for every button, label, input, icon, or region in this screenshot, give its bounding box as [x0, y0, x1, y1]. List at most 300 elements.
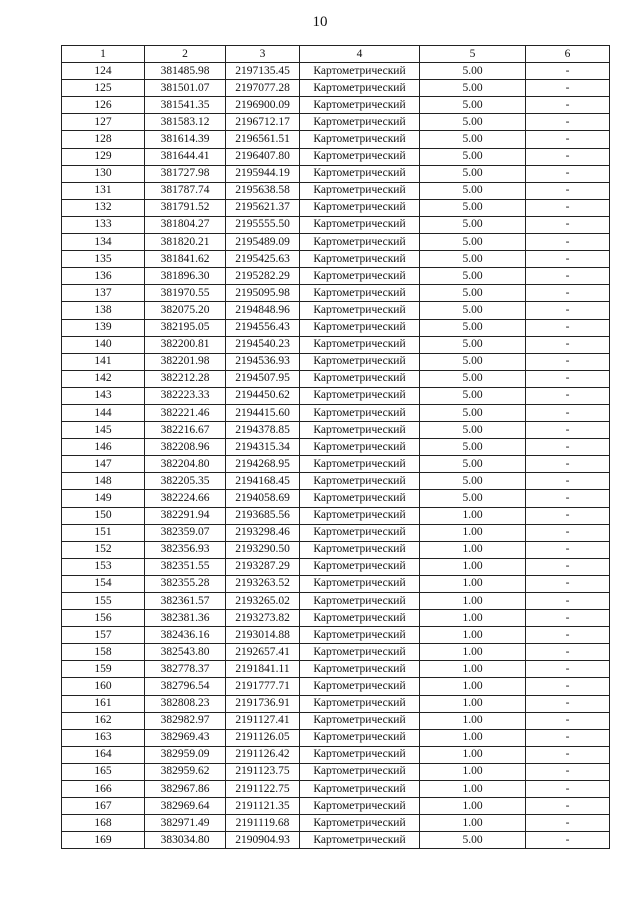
description-cell: - — [526, 473, 610, 490]
description-cell: - — [526, 387, 610, 404]
header-col-6: 6 — [526, 46, 610, 63]
y-coordinate-cell: 2196900.09 — [226, 97, 300, 114]
accuracy-cell: 5.00 — [420, 404, 526, 421]
description-cell: - — [526, 302, 610, 319]
table-header-row — [62, 46, 610, 63]
method-cell: Картометрический — [300, 439, 420, 456]
x-coordinate-cell: 382216.67 — [145, 422, 226, 439]
description-cell: - — [526, 422, 610, 439]
accuracy-cell: 1.00 — [420, 644, 526, 661]
y-coordinate-cell: 2195621.37 — [226, 199, 300, 216]
point-number-cell: 147 — [62, 456, 145, 473]
point-number-cell: 165 — [62, 763, 145, 780]
point-number-cell: 134 — [62, 234, 145, 251]
x-coordinate-cell: 382959.09 — [145, 746, 226, 763]
point-number-cell: 129 — [62, 148, 145, 165]
description-cell: - — [526, 80, 610, 97]
header-col-2: 2 — [145, 46, 226, 63]
accuracy-cell: 5.00 — [420, 97, 526, 114]
accuracy-cell: 1.00 — [420, 558, 526, 575]
accuracy-cell: 1.00 — [420, 678, 526, 695]
point-number-cell: 140 — [62, 336, 145, 353]
accuracy-cell: 5.00 — [420, 148, 526, 165]
accuracy-cell: 5.00 — [420, 353, 526, 370]
method-cell: Картометрический — [300, 661, 420, 678]
description-cell: - — [526, 729, 610, 746]
accuracy-cell: 1.00 — [420, 729, 526, 746]
x-coordinate-cell: 382291.94 — [145, 507, 226, 524]
method-cell: Картометрический — [300, 644, 420, 661]
accuracy-cell: 5.00 — [420, 285, 526, 302]
y-coordinate-cell: 2194315.34 — [226, 439, 300, 456]
description-cell: - — [526, 593, 610, 610]
accuracy-cell: 5.00 — [420, 302, 526, 319]
y-coordinate-cell: 2194507.95 — [226, 370, 300, 387]
y-coordinate-cell: 2195555.50 — [226, 216, 300, 233]
y-coordinate-cell: 2193265.02 — [226, 593, 300, 610]
table-row — [62, 422, 610, 439]
page-number: 10 — [312, 14, 328, 30]
method-cell: Картометрический — [300, 216, 420, 233]
y-coordinate-cell: 2194378.85 — [226, 422, 300, 439]
table-row — [62, 251, 610, 268]
y-coordinate-cell: 2197135.45 — [226, 63, 300, 80]
method-cell: Картометрический — [300, 353, 420, 370]
point-number-cell: 168 — [62, 815, 145, 832]
table-row — [62, 370, 610, 387]
method-cell: Картометрический — [300, 251, 420, 268]
description-cell: - — [526, 798, 610, 815]
y-coordinate-cell: 2195425.63 — [226, 251, 300, 268]
method-cell: Картометрический — [300, 370, 420, 387]
y-coordinate-cell: 2197077.28 — [226, 80, 300, 97]
x-coordinate-cell: 382212.28 — [145, 370, 226, 387]
point-number-cell: 157 — [62, 627, 145, 644]
y-coordinate-cell: 2191127.41 — [226, 712, 300, 729]
point-number-cell: 167 — [62, 798, 145, 815]
point-number-cell: 130 — [62, 165, 145, 182]
x-coordinate-cell: 382778.37 — [145, 661, 226, 678]
description-cell: - — [526, 541, 610, 558]
table-row — [62, 610, 610, 627]
table-row — [62, 832, 610, 849]
y-coordinate-cell: 2194058.69 — [226, 490, 300, 507]
point-number-cell: 135 — [62, 251, 145, 268]
x-coordinate-cell: 381485.98 — [145, 63, 226, 80]
y-coordinate-cell: 2195095.98 — [226, 285, 300, 302]
table-row — [62, 387, 610, 404]
accuracy-cell: 5.00 — [420, 131, 526, 148]
description-cell: - — [526, 97, 610, 114]
description-cell: - — [526, 353, 610, 370]
y-coordinate-cell: 2193273.82 — [226, 610, 300, 627]
table-row — [62, 302, 610, 319]
x-coordinate-cell: 382969.64 — [145, 798, 226, 815]
accuracy-cell: 5.00 — [420, 63, 526, 80]
accuracy-cell: 5.00 — [420, 387, 526, 404]
x-coordinate-cell: 382967.86 — [145, 781, 226, 798]
table-row — [62, 781, 610, 798]
y-coordinate-cell: 2194450.62 — [226, 387, 300, 404]
table-row — [62, 593, 610, 610]
table-body — [62, 63, 610, 849]
header-col-3: 3 — [226, 46, 300, 63]
table-row — [62, 712, 610, 729]
point-number-cell: 166 — [62, 781, 145, 798]
accuracy-cell: 1.00 — [420, 507, 526, 524]
y-coordinate-cell: 2194415.60 — [226, 404, 300, 421]
accuracy-cell: 5.00 — [420, 199, 526, 216]
accuracy-cell: 1.00 — [420, 661, 526, 678]
point-number-cell: 151 — [62, 524, 145, 541]
description-cell: - — [526, 63, 610, 80]
method-cell: Картометрический — [300, 490, 420, 507]
accuracy-cell: 5.00 — [420, 80, 526, 97]
y-coordinate-cell: 2191126.42 — [226, 746, 300, 763]
point-number-cell: 158 — [62, 644, 145, 661]
method-cell: Картометрический — [300, 541, 420, 558]
accuracy-cell: 5.00 — [420, 319, 526, 336]
x-coordinate-cell: 382381.36 — [145, 610, 226, 627]
x-coordinate-cell: 382223.33 — [145, 387, 226, 404]
accuracy-cell: 5.00 — [420, 456, 526, 473]
y-coordinate-cell: 2194848.96 — [226, 302, 300, 319]
table-row — [62, 541, 610, 558]
point-number-cell: 159 — [62, 661, 145, 678]
table-row — [62, 524, 610, 541]
point-number-cell: 153 — [62, 558, 145, 575]
accuracy-cell: 1.00 — [420, 798, 526, 815]
y-coordinate-cell: 2191121.35 — [226, 798, 300, 815]
table-row — [62, 234, 610, 251]
table-row — [62, 798, 610, 815]
description-cell: - — [526, 439, 610, 456]
accuracy-cell: 1.00 — [420, 541, 526, 558]
accuracy-cell: 5.00 — [420, 182, 526, 199]
method-cell: Картометрический — [300, 165, 420, 182]
x-coordinate-cell: 381727.98 — [145, 165, 226, 182]
accuracy-cell: 5.00 — [420, 490, 526, 507]
method-cell: Картометрический — [300, 815, 420, 832]
table-row — [62, 439, 610, 456]
point-number-cell: 141 — [62, 353, 145, 370]
y-coordinate-cell: 2196407.80 — [226, 148, 300, 165]
y-coordinate-cell: 2191777.71 — [226, 678, 300, 695]
description-cell: - — [526, 165, 610, 182]
table-row — [62, 80, 610, 97]
header-col-5: 5 — [420, 46, 526, 63]
point-number-cell: 132 — [62, 199, 145, 216]
description-cell: - — [526, 370, 610, 387]
method-cell: Картометрический — [300, 148, 420, 165]
x-coordinate-cell: 382195.05 — [145, 319, 226, 336]
point-number-cell: 145 — [62, 422, 145, 439]
accuracy-cell: 5.00 — [420, 114, 526, 131]
table-row — [62, 165, 610, 182]
x-coordinate-cell: 382224.66 — [145, 490, 226, 507]
method-cell: Картометрический — [300, 593, 420, 610]
method-cell: Картометрический — [300, 746, 420, 763]
y-coordinate-cell: 2195638.58 — [226, 182, 300, 199]
point-number-cell: 127 — [62, 114, 145, 131]
point-number-cell: 128 — [62, 131, 145, 148]
description-cell: - — [526, 627, 610, 644]
table-row — [62, 456, 610, 473]
x-coordinate-cell: 381820.21 — [145, 234, 226, 251]
accuracy-cell: 1.00 — [420, 695, 526, 712]
description-cell: - — [526, 268, 610, 285]
point-number-cell: 152 — [62, 541, 145, 558]
accuracy-cell: 1.00 — [420, 763, 526, 780]
method-cell: Картометрический — [300, 182, 420, 199]
point-number-cell: 138 — [62, 302, 145, 319]
description-cell: - — [526, 661, 610, 678]
method-cell: Картометрический — [300, 63, 420, 80]
table-row — [62, 695, 610, 712]
method-cell: Картометрический — [300, 763, 420, 780]
x-coordinate-cell: 383034.80 — [145, 832, 226, 849]
x-coordinate-cell: 381541.35 — [145, 97, 226, 114]
point-number-cell: 139 — [62, 319, 145, 336]
y-coordinate-cell: 2195489.09 — [226, 234, 300, 251]
header-col-4: 4 — [300, 46, 420, 63]
y-coordinate-cell: 2194268.95 — [226, 456, 300, 473]
y-coordinate-cell: 2196561.51 — [226, 131, 300, 148]
y-coordinate-cell: 2191119.68 — [226, 815, 300, 832]
x-coordinate-cell: 382959.62 — [145, 763, 226, 780]
x-coordinate-cell: 382436.16 — [145, 627, 226, 644]
y-coordinate-cell: 2195282.29 — [226, 268, 300, 285]
point-number-cell: 142 — [62, 370, 145, 387]
method-cell: Картометрический — [300, 712, 420, 729]
accuracy-cell: 5.00 — [420, 234, 526, 251]
y-coordinate-cell: 2191736.91 — [226, 695, 300, 712]
x-coordinate-cell: 382351.55 — [145, 558, 226, 575]
x-coordinate-cell: 382221.46 — [145, 404, 226, 421]
y-coordinate-cell: 2194536.93 — [226, 353, 300, 370]
method-cell: Картометрический — [300, 131, 420, 148]
y-coordinate-cell: 2193685.56 — [226, 507, 300, 524]
table-row — [62, 404, 610, 421]
y-coordinate-cell: 2196712.17 — [226, 114, 300, 131]
x-coordinate-cell: 382969.43 — [145, 729, 226, 746]
description-cell: - — [526, 695, 610, 712]
y-coordinate-cell: 2193014.88 — [226, 627, 300, 644]
description-cell: - — [526, 610, 610, 627]
y-coordinate-cell: 2191123.75 — [226, 763, 300, 780]
point-number-cell: 126 — [62, 97, 145, 114]
point-number-cell: 137 — [62, 285, 145, 302]
x-coordinate-cell: 381787.74 — [145, 182, 226, 199]
point-number-cell: 163 — [62, 729, 145, 746]
point-number-cell: 125 — [62, 80, 145, 97]
table-row — [62, 507, 610, 524]
method-cell: Картометрический — [300, 695, 420, 712]
description-cell: - — [526, 781, 610, 798]
y-coordinate-cell: 2194168.45 — [226, 473, 300, 490]
x-coordinate-cell: 382808.23 — [145, 695, 226, 712]
y-coordinate-cell: 2193290.50 — [226, 541, 300, 558]
table-row — [62, 319, 610, 336]
accuracy-cell: 5.00 — [420, 251, 526, 268]
method-cell: Картометрический — [300, 234, 420, 251]
point-number-cell: 124 — [62, 63, 145, 80]
description-cell: - — [526, 319, 610, 336]
table-row — [62, 644, 610, 661]
description-cell: - — [526, 832, 610, 849]
x-coordinate-cell: 382355.28 — [145, 575, 226, 592]
point-number-cell: 146 — [62, 439, 145, 456]
accuracy-cell: 1.00 — [420, 815, 526, 832]
x-coordinate-cell: 382075.20 — [145, 302, 226, 319]
description-cell: - — [526, 763, 610, 780]
description-cell: - — [526, 490, 610, 507]
table-row — [62, 490, 610, 507]
method-cell: Картометрический — [300, 285, 420, 302]
method-cell: Картометрический — [300, 336, 420, 353]
accuracy-cell: 1.00 — [420, 746, 526, 763]
table-row — [62, 815, 610, 832]
method-cell: Картометрический — [300, 387, 420, 404]
accuracy-cell: 1.00 — [420, 575, 526, 592]
description-cell: - — [526, 199, 610, 216]
point-number-cell: 150 — [62, 507, 145, 524]
accuracy-cell: 5.00 — [420, 422, 526, 439]
x-coordinate-cell: 382796.54 — [145, 678, 226, 695]
accuracy-cell: 5.00 — [420, 216, 526, 233]
x-coordinate-cell: 382205.35 — [145, 473, 226, 490]
point-number-cell: 164 — [62, 746, 145, 763]
accuracy-cell: 5.00 — [420, 336, 526, 353]
x-coordinate-cell: 381791.52 — [145, 199, 226, 216]
x-coordinate-cell: 381804.27 — [145, 216, 226, 233]
method-cell: Картометрический — [300, 404, 420, 421]
table-row — [62, 216, 610, 233]
description-cell: - — [526, 558, 610, 575]
method-cell: Картометрический — [300, 80, 420, 97]
method-cell: Картометрический — [300, 199, 420, 216]
method-cell: Картометрический — [300, 627, 420, 644]
x-coordinate-cell: 382201.98 — [145, 353, 226, 370]
accuracy-cell: 1.00 — [420, 627, 526, 644]
method-cell: Картометрический — [300, 575, 420, 592]
accuracy-cell: 5.00 — [420, 832, 526, 849]
y-coordinate-cell: 2193298.46 — [226, 524, 300, 541]
description-cell: - — [526, 524, 610, 541]
method-cell: Картометрический — [300, 114, 420, 131]
table-row — [62, 353, 610, 370]
accuracy-cell: 1.00 — [420, 781, 526, 798]
y-coordinate-cell: 2194556.43 — [226, 319, 300, 336]
y-coordinate-cell: 2193263.52 — [226, 575, 300, 592]
point-number-cell: 161 — [62, 695, 145, 712]
table-row — [62, 199, 610, 216]
description-cell: - — [526, 285, 610, 302]
description-cell: - — [526, 678, 610, 695]
x-coordinate-cell: 381644.41 — [145, 148, 226, 165]
x-coordinate-cell: 381970.55 — [145, 285, 226, 302]
point-number-cell: 160 — [62, 678, 145, 695]
accuracy-cell: 5.00 — [420, 439, 526, 456]
point-number-cell: 143 — [62, 387, 145, 404]
table-row — [62, 575, 610, 592]
table-row — [62, 268, 610, 285]
x-coordinate-cell: 381896.30 — [145, 268, 226, 285]
method-cell: Картометрический — [300, 832, 420, 849]
x-coordinate-cell: 382200.81 — [145, 336, 226, 353]
x-coordinate-cell: 382204.80 — [145, 456, 226, 473]
description-cell: - — [526, 746, 610, 763]
x-coordinate-cell: 382982.97 — [145, 712, 226, 729]
description-cell: - — [526, 114, 610, 131]
description-cell: - — [526, 148, 610, 165]
x-coordinate-cell: 381501.07 — [145, 80, 226, 97]
point-number-cell: 162 — [62, 712, 145, 729]
y-coordinate-cell: 2195944.19 — [226, 165, 300, 182]
table-row — [62, 97, 610, 114]
accuracy-cell: 1.00 — [420, 712, 526, 729]
x-coordinate-cell: 382971.49 — [145, 815, 226, 832]
point-number-cell: 136 — [62, 268, 145, 285]
y-coordinate-cell: 2193287.29 — [226, 558, 300, 575]
x-coordinate-cell: 382208.96 — [145, 439, 226, 456]
accuracy-cell: 1.00 — [420, 593, 526, 610]
table-row — [62, 336, 610, 353]
description-cell: - — [526, 575, 610, 592]
table-row — [62, 729, 610, 746]
method-cell: Картометрический — [300, 319, 420, 336]
point-number-cell: 156 — [62, 610, 145, 627]
method-cell: Картометрический — [300, 507, 420, 524]
table-row — [62, 473, 610, 490]
description-cell: - — [526, 644, 610, 661]
accuracy-cell: 5.00 — [420, 165, 526, 182]
table-row — [62, 131, 610, 148]
x-coordinate-cell: 382356.93 — [145, 541, 226, 558]
method-cell: Картометрический — [300, 729, 420, 746]
method-cell: Картометрический — [300, 97, 420, 114]
description-cell: - — [526, 234, 610, 251]
method-cell: Картометрический — [300, 678, 420, 695]
point-number-cell: 169 — [62, 832, 145, 849]
method-cell: Картометрический — [300, 456, 420, 473]
header-col-1: 1 — [62, 46, 145, 63]
description-cell: - — [526, 507, 610, 524]
y-coordinate-cell: 2191841.11 — [226, 661, 300, 678]
table-row — [62, 678, 610, 695]
point-number-cell: 148 — [62, 473, 145, 490]
point-number-cell: 155 — [62, 593, 145, 610]
method-cell: Картометрический — [300, 422, 420, 439]
description-cell: - — [526, 712, 610, 729]
method-cell: Картометрический — [300, 524, 420, 541]
coordinates-table — [61, 45, 610, 849]
x-coordinate-cell: 382361.57 — [145, 593, 226, 610]
table-row — [62, 285, 610, 302]
y-coordinate-cell: 2191126.05 — [226, 729, 300, 746]
y-coordinate-cell: 2190904.93 — [226, 832, 300, 849]
method-cell: Картометрический — [300, 302, 420, 319]
table-row — [62, 114, 610, 131]
point-number-cell: 144 — [62, 404, 145, 421]
method-cell: Картометрический — [300, 798, 420, 815]
table-row — [62, 763, 610, 780]
table-row — [62, 182, 610, 199]
y-coordinate-cell: 2192657.41 — [226, 644, 300, 661]
x-coordinate-cell: 381841.62 — [145, 251, 226, 268]
x-coordinate-cell: 382543.80 — [145, 644, 226, 661]
accuracy-cell: 1.00 — [420, 610, 526, 627]
